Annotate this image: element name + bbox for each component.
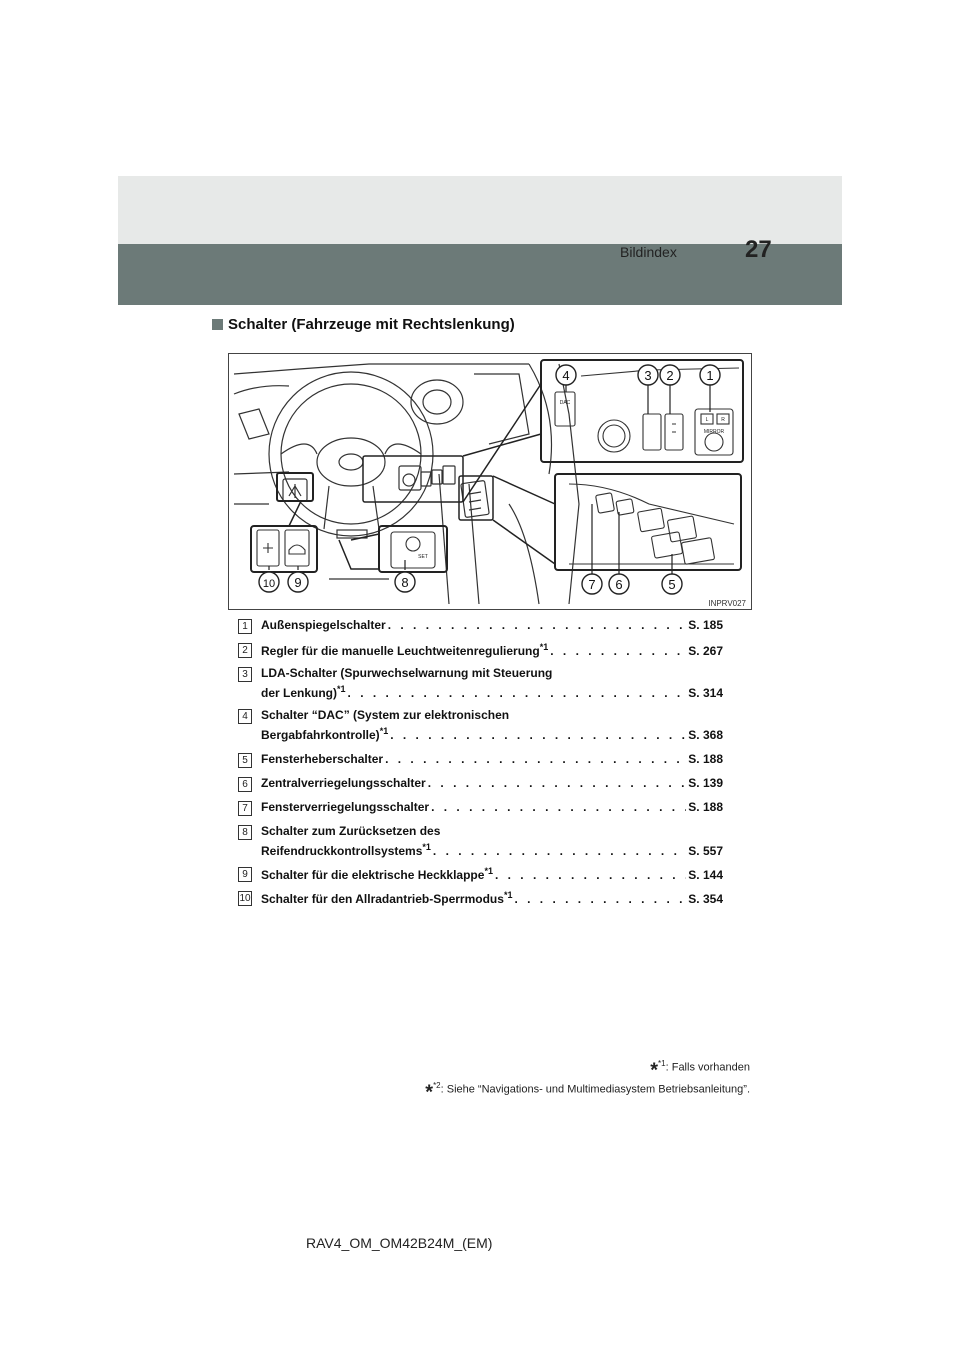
item-footnote-mark: *1: [337, 684, 346, 694]
list-item: [238, 752, 723, 772]
item-row: [261, 666, 723, 680]
callout-10: 10: [262, 578, 276, 590]
item-text: Fensterverriegelungsschalter: [261, 800, 430, 814]
list-item: [238, 890, 723, 910]
item-label: [261, 684, 346, 700]
set-label: SET: [418, 554, 428, 560]
callout-7: 7: [588, 577, 596, 592]
footnote-2-mark: *2: [433, 1081, 441, 1090]
item-row: [261, 866, 723, 882]
item-text: Fensterheberschalter: [261, 752, 384, 766]
item-text: der Lenkung): [261, 686, 338, 700]
list-item: [238, 824, 723, 864]
callout-3: 3: [644, 368, 652, 383]
section-square-icon: [212, 319, 223, 330]
item-number-box: 3: [238, 667, 252, 682]
item-leader-dots: [428, 776, 687, 790]
list-item: [238, 866, 723, 886]
footnote-2-text: : Siehe “Navigations- und Multimediasystem Betriebsanleitung”.: [440, 1083, 750, 1096]
item-label: [261, 866, 493, 882]
item-leader-dots: [348, 686, 687, 700]
item-number-box: 2: [238, 643, 252, 658]
item-row: [261, 752, 723, 766]
item-number-box: 5: [238, 753, 252, 768]
item-leader-dots: [390, 728, 686, 742]
callout-9: 9: [294, 575, 302, 590]
item-footnote-mark: *1: [503, 890, 513, 900]
mirror-r-label: R: [721, 417, 725, 423]
item-label: [261, 726, 388, 742]
item-text: Reifendruckkontrollsystems: [261, 844, 423, 858]
item-page-ref[interactable]: S. 354: [688, 892, 723, 906]
item-page-ref[interactable]: S. 144: [688, 868, 723, 882]
list-item: [238, 666, 723, 706]
item-row: [261, 776, 723, 790]
item-row: [261, 726, 723, 742]
callout-2: 2: [666, 368, 674, 383]
item-leader-dots: [431, 800, 686, 814]
section-title: Schalter (Fahrzeuge mit Rechtslenkung): [228, 316, 515, 333]
item-text: Zentralverriegelungsschalter: [261, 776, 426, 790]
item-row: [261, 618, 723, 632]
list-item: [238, 642, 723, 662]
footnote-2: *$^{*2}$: Siehe “Navigations- und Multimediasystem Betriebsanleitung”.: [425, 1081, 750, 1104]
item-page-ref[interactable]: S. 139: [688, 776, 723, 790]
item-text: LDA-Schalter (Spurwechselwarnung mit Steuerung: [261, 666, 553, 680]
item-label: [261, 752, 383, 766]
item-footnote-mark: *1: [379, 726, 389, 736]
item-row: [261, 824, 723, 838]
mirror-label: MIRROR: [703, 429, 725, 435]
item-text: Bergabfahrkontrolle): [261, 728, 380, 742]
item-text: Außenspiegelschalter: [261, 618, 386, 632]
item-leader-dots: [514, 892, 686, 906]
item-label: [261, 890, 512, 906]
mirror-l-label: L: [705, 417, 709, 423]
item-row: [261, 684, 723, 700]
item-row: [261, 842, 723, 858]
item-text: Schalter für die elektrische Heckklappe: [261, 868, 485, 882]
item-page-ref[interactable]: S. 185: [688, 618, 723, 632]
list-item: [238, 708, 723, 748]
item-leader-dots: [385, 752, 686, 766]
footnote-1-mark: *1: [658, 1059, 666, 1068]
footnote-1-text: : Falls vorhanden: [665, 1061, 750, 1074]
item-row: [261, 708, 723, 722]
item-label: [261, 642, 548, 658]
item-label: [261, 618, 386, 632]
item-number-box: 7: [238, 801, 252, 816]
item-leader-dots: [495, 868, 686, 882]
item-leader-dots: [433, 844, 686, 858]
item-label: [261, 842, 431, 858]
item-text: Schalter für den Allradantrieb-Sperrmodus: [261, 892, 504, 906]
header-band: [118, 176, 842, 244]
item-footnote-mark: *1: [484, 866, 493, 876]
callout-4: 4: [562, 368, 570, 383]
item-footnote-mark: *1: [539, 642, 549, 652]
item-row: [261, 890, 723, 906]
item-page-ref[interactable]: S. 267: [688, 644, 723, 658]
callout-8: 8: [401, 575, 409, 590]
item-row: [261, 800, 723, 814]
item-text: Schalter “DAC” (System zur elektronischen: [261, 708, 510, 722]
callout-5: 5: [668, 577, 676, 592]
item-number-box: 1: [238, 619, 252, 634]
item-row: [261, 642, 723, 658]
item-leader-dots: [388, 618, 687, 632]
item-page-ref[interactable]: S. 188: [688, 800, 723, 814]
page-number: 27: [745, 236, 772, 263]
item-number-box: 10: [239, 893, 251, 904]
callout-1: 1: [706, 368, 714, 383]
list-item: [238, 776, 723, 796]
dac-label: DAC: [559, 400, 571, 406]
item-page-ref[interactable]: S. 557: [688, 844, 723, 858]
footnote-1: *$^{*1}$: Falls vorhanden: [650, 1059, 750, 1082]
list-item: [238, 800, 723, 820]
figure-code: INPRV027: [708, 599, 746, 608]
list-item: [238, 618, 723, 638]
item-label: [261, 708, 509, 722]
item-number-box: 4: [238, 709, 252, 724]
header-section-title: Bildindex: [620, 244, 677, 260]
item-label: [261, 824, 440, 838]
item-page-ref[interactable]: S. 368: [688, 728, 723, 742]
callout-6: 6: [615, 577, 623, 592]
item-page-ref[interactable]: S. 314: [688, 686, 723, 700]
item-label: [261, 776, 426, 790]
item-footnote-mark: *1: [422, 842, 431, 852]
header-bar: [118, 244, 842, 305]
item-label: [261, 800, 429, 814]
item-number-box: 9: [238, 867, 252, 882]
item-number-box: 6: [238, 777, 252, 792]
illustration-drawing: [229, 354, 751, 609]
item-label: [261, 666, 552, 680]
item-text: Regler für die manuelle Leuchtweitenregulierung: [261, 644, 540, 658]
item-number-box: 8: [238, 825, 252, 840]
item-leader-dots: [550, 644, 686, 658]
item-page-ref[interactable]: S. 188: [688, 752, 723, 766]
footer-document-code: RAV4_OM_OM42B24M_(EM): [306, 1235, 493, 1251]
item-text: Schalter zum Zurücksetzen des: [261, 824, 441, 838]
switch-illustration: [228, 353, 752, 610]
